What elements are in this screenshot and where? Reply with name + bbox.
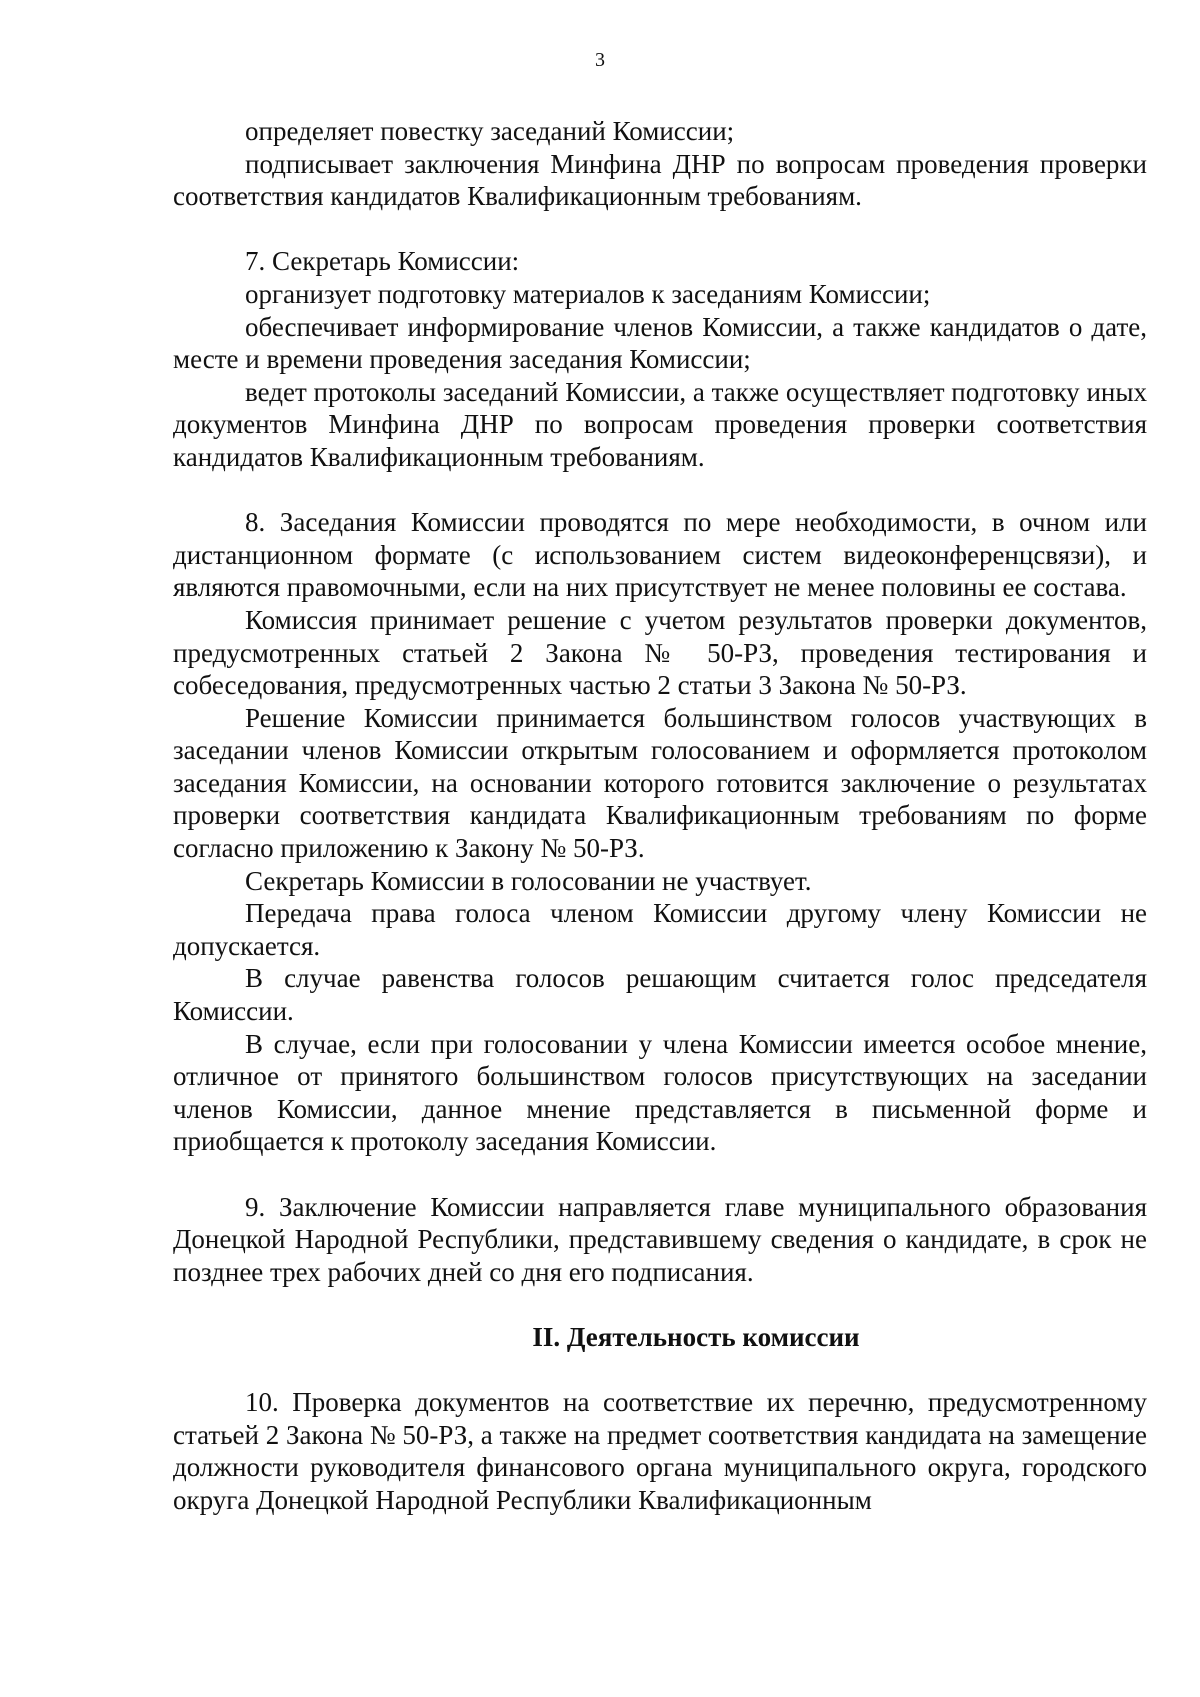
paragraph: подписывает заключения Минфина ДНР по вопросам проведения проверки соответствия кандидатов Квалификационным требованиям. <box>173 148 1147 212</box>
paragraph: 8. Заседания Комиссии проводятся по мере необходимости, в очном или дистанционном формате (с использованием систем видеоконференцсвязи), и являются правомочными, если на них присутствует не менее половины ее состава. <box>173 507 1147 603</box>
paragraph: 10. Проверка документов на соответствие их перечню, предусмотренному статьей 2 Закона № 50-РЗ, а также на предмет соответствия кандидата на замещение должности руководителя финансового органа муниципального округа, городского округа Донецкой Народной Республики Квалификационным <box>173 1387 1147 1515</box>
paragraph: Передача права голоса членом Комиссии другому члену Комиссии не допускается. <box>173 898 1147 961</box>
paragraph: Комиссия принимает решение с учетом результатов проверки документов, предусмотренных статьей 2 Закона № 50-РЗ, проведения тестирования и собеседования, предусмотренных частью 2 статьи 3 Закона № 50-РЗ. <box>173 604 1147 701</box>
paragraph: 7. Секретарь Комиссии: <box>245 246 520 277</box>
paragraph: определяет повестку заседаний Комиссии; <box>245 116 735 146</box>
document-body <box>173 115 1147 1517</box>
paragraph: Решение Комиссии принимается большинством голосов участвующих в заседании членов Комиссии открытым голосованием и оформляется протоколом заседания Комиссии, на основании которого готовится заключение о результатах проверки соответствия кандидата Квалификационным требованиям по форме согласно приложению к Закону № 50-РЗ. <box>173 702 1147 864</box>
section-heading: II. Деятельность комиссии <box>532 1321 860 1352</box>
paragraph: обеспечивает информирование членов Комиссии, а также кандидатов о дате, месте и времени проведения заседания Комиссии; <box>173 311 1147 375</box>
paragraph: В случае, если при голосовании у члена Комиссии имеется особое мнение, отличное от принятого большинством голосов присутствующих на заседании членов Комиссии, данное мнение представляется в письменной форме и приобщается к протоколу заседания Комиссии. <box>173 1028 1147 1157</box>
paragraph: ведет протоколы заседаний Комиссии, а также осуществляет подготовку иных документов Минфина ДНР по вопросам проведения проверки соответствия кандидатов Квалификационным требованиям. <box>173 376 1147 472</box>
paragraph: организует подготовку материалов к заседаниям Комиссии; <box>245 278 931 309</box>
paragraph: В случае равенства голосов решающим считается голос председателя Комиссии. <box>173 963 1147 1027</box>
paragraph: Секретарь Комиссии в голосовании не участвует. <box>245 865 812 896</box>
page-number: 3 <box>595 49 605 71</box>
paragraph: 9. Заключение Комиссии направляется главе муниципального образования Донецкой Народной Республики, представившему сведения о кандидате, в срок не позднее трех рабочих дней со дня его подписания. <box>173 1191 1147 1287</box>
